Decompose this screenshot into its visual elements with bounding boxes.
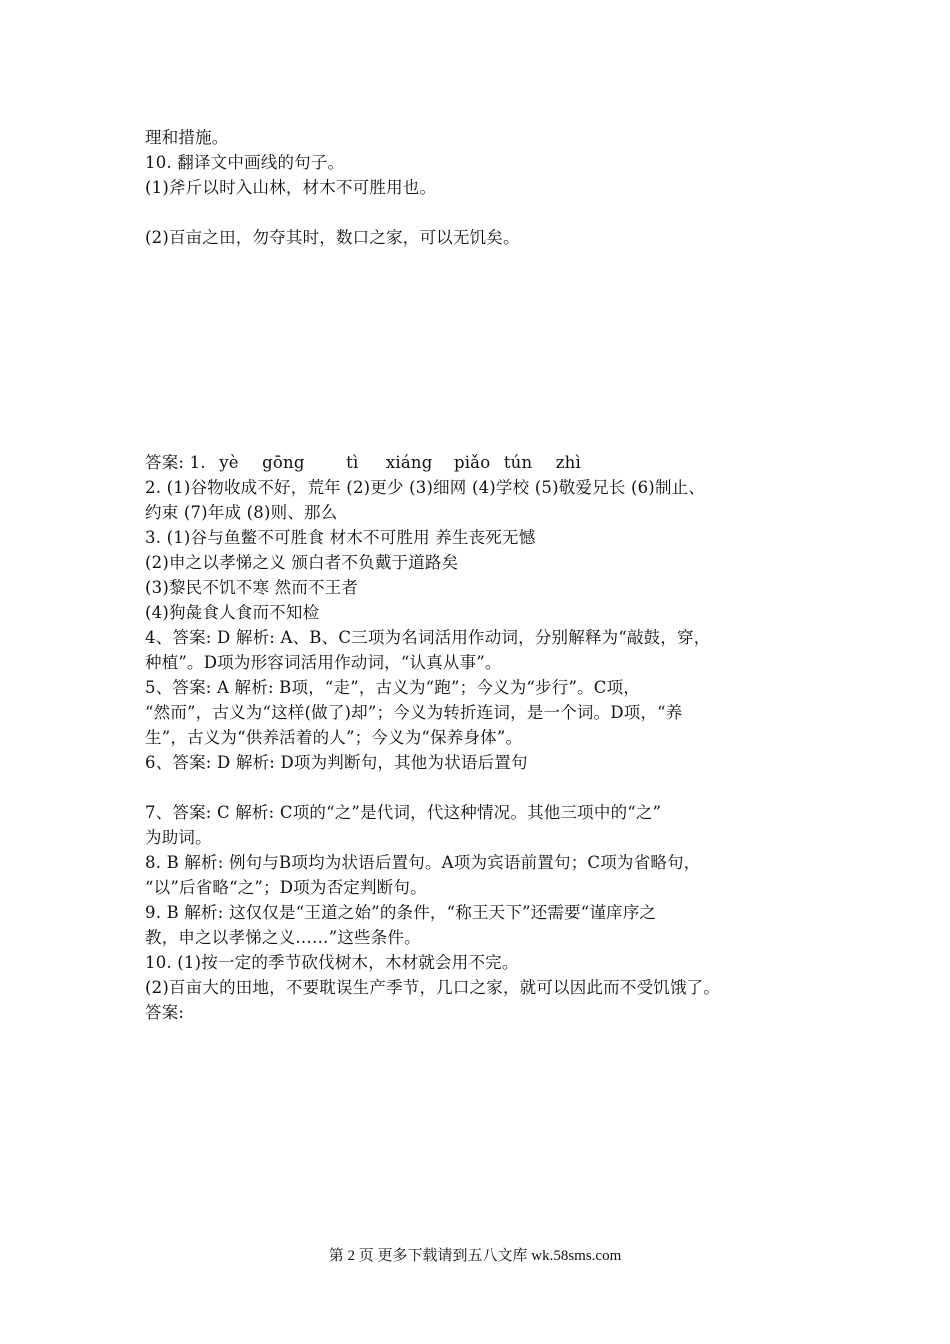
text-line: 理和措施。	[145, 128, 229, 147]
answer-5-cont: “然而”，古义为“这样(做了)却”；今义为转折连词，是一个词。D项，“养	[145, 703, 683, 722]
question-10-heading: 10. 翻译文中画线的句子。	[145, 153, 345, 172]
pinyin-item: tì	[346, 453, 359, 472]
answer-9-cont: 教，申之以孝悌之义……”这些条件。	[145, 928, 421, 947]
answer-10-1: 10. (1)按一定的季节砍伐树木，木材就会用不完。	[145, 953, 519, 972]
page-footer: 第 2 页 更多下载请到五八文库 wk.58sms.com	[328, 1248, 622, 1264]
answer-4: 4、答案: D 解析: A、B、C三项为名词活用作动词，分别解释为“敲鼓，穿，	[145, 628, 711, 647]
question-10-sentence-2: (2)百亩之田，勿夺其时，数口之家，可以无饥矣。	[145, 228, 520, 247]
answer-3-4: (4)狗彘食人食而不知检	[145, 603, 320, 622]
answer-3: 3. (1)谷与鱼鳖不可胜食 材木不可胜用 养生丧死无憾	[145, 528, 536, 547]
answer-8: 8. B 解析: 例句与B项均为状语后置句。A项为宾语前置句；C项为省略句，	[145, 853, 701, 872]
question-10-sentence-1: (1)斧斤以时入山林，材木不可胜用也。	[145, 178, 437, 197]
answer-8-cont: “以”后省略“之”；D项为否定判断句。	[145, 878, 427, 897]
answer-5-cont: 生”，古义为“供养活着的人”；今义为“保养身体”。	[145, 728, 523, 747]
pinyin-item: yè	[219, 453, 239, 472]
answer-label: 答案:	[145, 1003, 185, 1022]
answer-3-3: (3)黎民不饥不寒 然而不王者	[145, 578, 359, 597]
answer-9: 9. B 解析: 这仅仅是“王道之始”的条件，“称王天下”还需要“谨庠序之	[145, 903, 657, 922]
pinyin-item: piǎo	[453, 453, 491, 472]
answer-7: 7、答案: C 解析: C项的“之”是代词，代这种情况。其他三项中的“之”	[145, 803, 662, 822]
answer-4-cont: 种植”。D项为形容词活用作动词，“认真从事”。	[145, 653, 502, 672]
answer-2-cont: 约束 (7)年成 (8)则、那么	[145, 503, 338, 522]
answer-10-2: (2)百亩大的田地，不要耽误生产季节，几口之家，就可以因此而不受饥饿了。	[145, 978, 721, 997]
pinyin-item: gōng	[262, 453, 305, 472]
answer-label: 答案: 1.	[145, 453, 206, 472]
pinyin-item: tún	[503, 453, 533, 472]
pinyin-item: zhì	[555, 453, 581, 472]
answer-2: 2. (1)谷物收成不好，荒年 (2)更少 (3)细网 (4)学校 (5)敬爱兄长 (6)制止、	[145, 478, 706, 497]
answer-5: 5、答案: A 解析: B项，“走”，古义为“跑”；今义为“步行”。C项，	[145, 678, 641, 697]
answer-1-pinyin	[145, 452, 581, 474]
answer-7-cont: 为助词。	[145, 828, 212, 847]
answer-6: 6、答案: D 解析: D项为判断句，其他为状语后置句	[145, 753, 528, 772]
answer-3-2: (2)申之以孝悌之义 颁白者不负戴于道路矣	[145, 553, 459, 572]
pinyin-item: xiáng	[385, 453, 433, 472]
